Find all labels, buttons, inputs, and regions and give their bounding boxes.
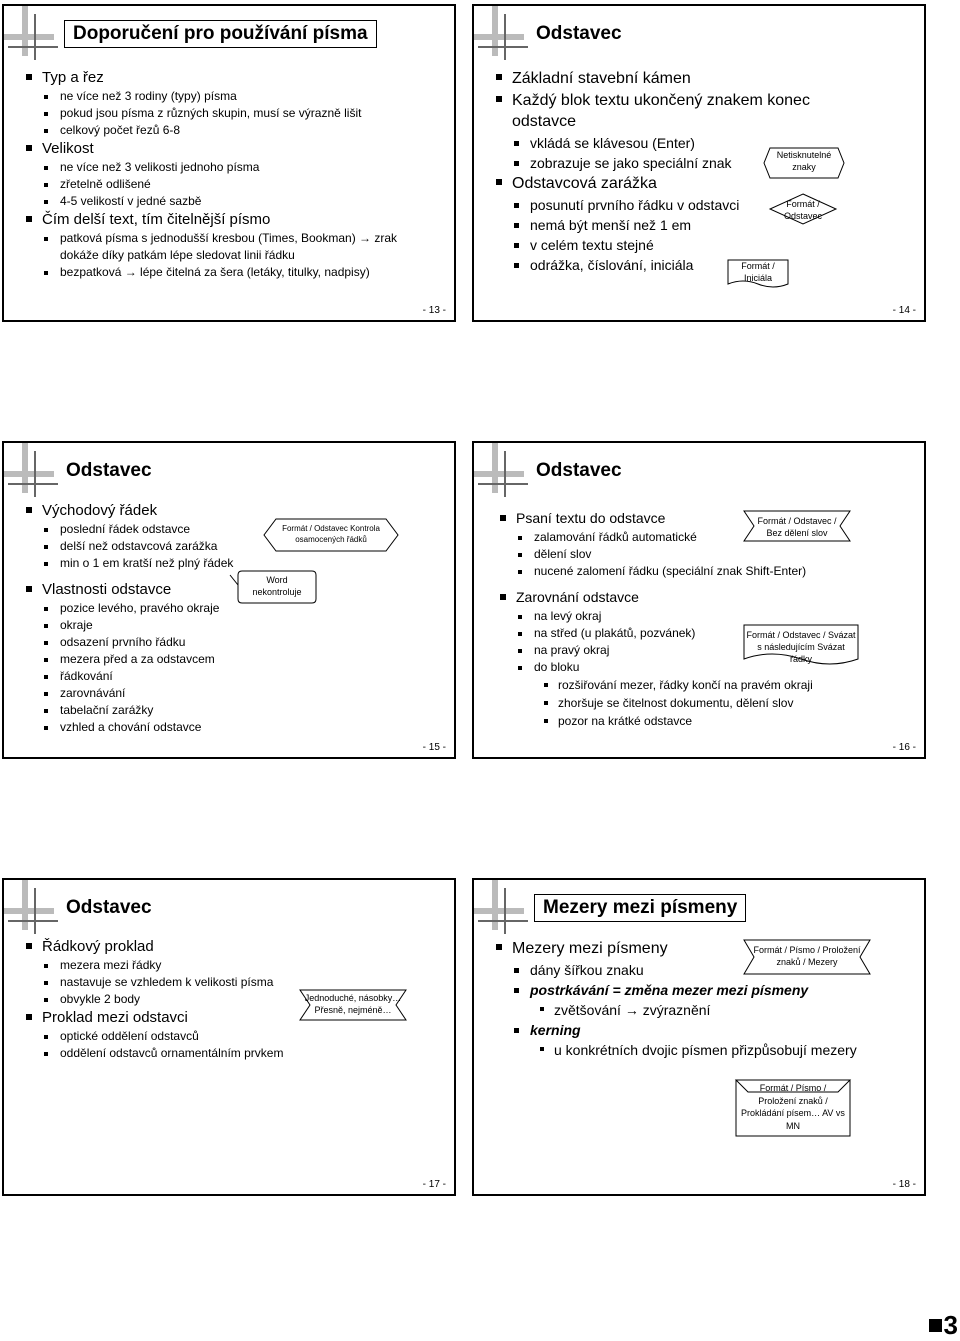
bullet-l2: posunutí prvního řádku v odstavci	[496, 195, 784, 215]
bullet-l2: obvykle 2 body	[26, 991, 444, 1008]
sheet-page-number: 3	[929, 1310, 958, 1341]
bullet-l1: Velikost	[26, 139, 444, 158]
bullet-l2: delší než odstavcová zarážka	[26, 538, 444, 555]
slide-14	[472, 4, 926, 322]
note-format-odstavec: Formát / Odstavec	[783, 199, 823, 221]
bullet-l2: nastavuje se vzhledem k velikosti písma	[26, 974, 444, 991]
bullet-l2: na střed (u plakátů, pozvánek)	[500, 625, 914, 642]
bullet-l1: Typ a řez	[26, 68, 444, 87]
bullet-l1: Východový řádek	[26, 501, 444, 520]
slide-decoration	[474, 880, 534, 940]
bullet-l2: oddělení odstavců ornamentálním prvkem	[26, 1045, 444, 1062]
slide-title: Doporučení pro používání písma	[64, 20, 377, 48]
slide-content	[26, 68, 444, 281]
slide-decoration	[4, 880, 64, 940]
bullet-l2: min o 1 em kratší než plný řádek	[26, 555, 444, 572]
bullet-l2: mezera před a za odstavcem	[26, 651, 444, 668]
bullet-l1: Psaní textu do odstavce	[500, 509, 914, 528]
note-netisknutelne: Netisknutelné znaky	[776, 150, 832, 172]
slide-decoration	[4, 6, 64, 66]
bullet-l1: Řádkový proklad	[26, 937, 444, 956]
slide-decoration	[474, 443, 534, 503]
bullet-l2: ne více než 3 rodiny (typy) písma	[26, 88, 444, 105]
bullet-l2: do bloku	[500, 659, 914, 676]
bullet-l1: Mezery mezi písmeny	[496, 938, 914, 959]
slide-13	[2, 4, 456, 322]
bullet-l2: patková písma s jednodušší kresbou (Times, Bookman) → zrak dokáže díky patkám lépe sledovat linii řádku	[26, 230, 444, 264]
bullet-l2: bezpatková → lépe čitelná za šera (letáky, titulky, nadpisy)	[26, 264, 444, 281]
square-bullet-icon	[929, 1319, 942, 1332]
page-number: - 13 -	[422, 305, 446, 316]
bullet-l1: Proklad mezi odstavci	[26, 1008, 444, 1027]
bullet-l2: okraje	[26, 617, 444, 634]
bullet-l3: u konkrétních dvojic písmen přizpůsobují mezery	[496, 1040, 914, 1060]
bullet-l1: Zarovnání odstavce	[500, 588, 914, 607]
bullet-l2: vkládá se klávesou (Enter)	[496, 133, 784, 153]
bullet-l2: dány šířkou znaku	[496, 960, 914, 980]
bullet-l2: vzhled a chování odstavce	[26, 719, 444, 736]
bullet-l2: celkový počet řezů 6-8	[26, 122, 444, 139]
note-mezery: Formát / Písmo / Proložení znaků / Mezery	[753, 945, 861, 967]
bullet-l2: tabelační zarážky	[26, 702, 444, 719]
slide-decoration	[474, 6, 534, 66]
bullet-l2: odsazení prvního řádku	[26, 634, 444, 651]
bullet-l2: zobrazuje se jako speciální znak	[496, 153, 784, 173]
note-format-inicala: Formát / Iniciála	[741, 261, 775, 283]
bullet-l2: mezera mezi řádky	[26, 957, 444, 974]
page-number: - 18 -	[892, 1179, 916, 1190]
bullet-l1: Vlastnosti odstavce	[26, 580, 444, 599]
bullet-l1: Čím delší text, tím čitelnější písmo	[26, 210, 444, 229]
page-number: - 17 -	[422, 1179, 446, 1190]
bullet-l3: zhoršuje se čitelnost dokumentu, dělení slov	[500, 694, 914, 712]
bullet-l2: postrkávání = změna mezer mezi písmeny	[496, 980, 914, 1000]
slide-18	[472, 878, 926, 1196]
bullet-l2: poslední řádek odstavce	[26, 521, 444, 538]
bullet-l2: v celém textu stejné	[496, 235, 784, 255]
bullet-l2: ne více než 3 velikosti jednoho písma	[26, 159, 444, 176]
bullet-l2: pozice levého, pravého okraje	[26, 600, 444, 617]
page-number: - 14 -	[892, 305, 916, 316]
bullet-l1: Odstavcová zarážka	[496, 173, 784, 194]
note-jednoduche: Jednoduché, násobky… Přesně, nejméně…	[304, 993, 402, 1015]
bullet-l2: odrážka, číslování, iniciála	[496, 255, 784, 275]
slide-16	[472, 441, 926, 759]
note-kontrola: Formát / Odstavec Kontrola osamocených řádků	[282, 524, 380, 544]
bullet-l3: pozor na krátké odstavce	[500, 712, 914, 730]
note-prokladani: Formát / Písmo / Proložení znaků / Prokládání písem… AV vs MN	[741, 1083, 845, 1131]
slide-15	[2, 441, 456, 759]
bullet-l2: řádkování	[26, 668, 444, 685]
bullet-l2: kerning	[496, 1020, 914, 1040]
bullet-l2: nemá být menší než 1 em	[496, 215, 784, 235]
slide-17	[2, 878, 456, 1196]
bullet-l1: Základní stavební kámen	[496, 68, 784, 89]
note-svazat: Formát / Odstavec / Svázat s následujícím Svázat řádky	[746, 630, 856, 664]
page-number: - 15 -	[422, 742, 446, 753]
slide-title: Odstavec	[66, 897, 152, 918]
slide-title: Odstavec	[536, 460, 622, 481]
bullet-l2: zarovnávání	[26, 685, 444, 702]
slide-decoration	[4, 443, 64, 503]
bullet-l2: dělení slov	[500, 546, 914, 563]
bullet-l3: rozšiřování mezer, řádky končí na pravém okraji	[500, 676, 914, 694]
page-number: - 16 -	[892, 742, 916, 753]
bullet-l2: zalamování řádků automatické	[500, 529, 914, 546]
bullet-l2: 4-5 velikostí v jedné sazbě	[26, 193, 444, 210]
bullet-l2: na pravý okraj	[500, 642, 914, 659]
note-word: Word nekontroluje	[252, 575, 302, 597]
bullet-l2: optické oddělení odstavců	[26, 1028, 444, 1045]
note-bez-deleni: Formát / Odstavec / Bez dělení slov	[757, 516, 837, 538]
bullet-l1: Každý blok textu ukončený znakem konec odstavce	[496, 90, 874, 132]
slide-title: Odstavec	[536, 23, 622, 44]
slide-title: Odstavec	[66, 460, 152, 481]
bullet-l2: nucené zalomení řádku (speciální znak Shift-Enter)	[500, 563, 914, 580]
bullet-l3: zvětšování → zvýraznění	[496, 1000, 914, 1020]
bullet-l2: zřetelně odlišené	[26, 176, 444, 193]
slide-title: Mezery mezi písmeny	[534, 894, 746, 922]
bullet-l2: pokud jsou písma z různých skupin, musí se výrazně lišit	[26, 105, 444, 122]
bullet-l2: na levý okraj	[500, 608, 914, 625]
